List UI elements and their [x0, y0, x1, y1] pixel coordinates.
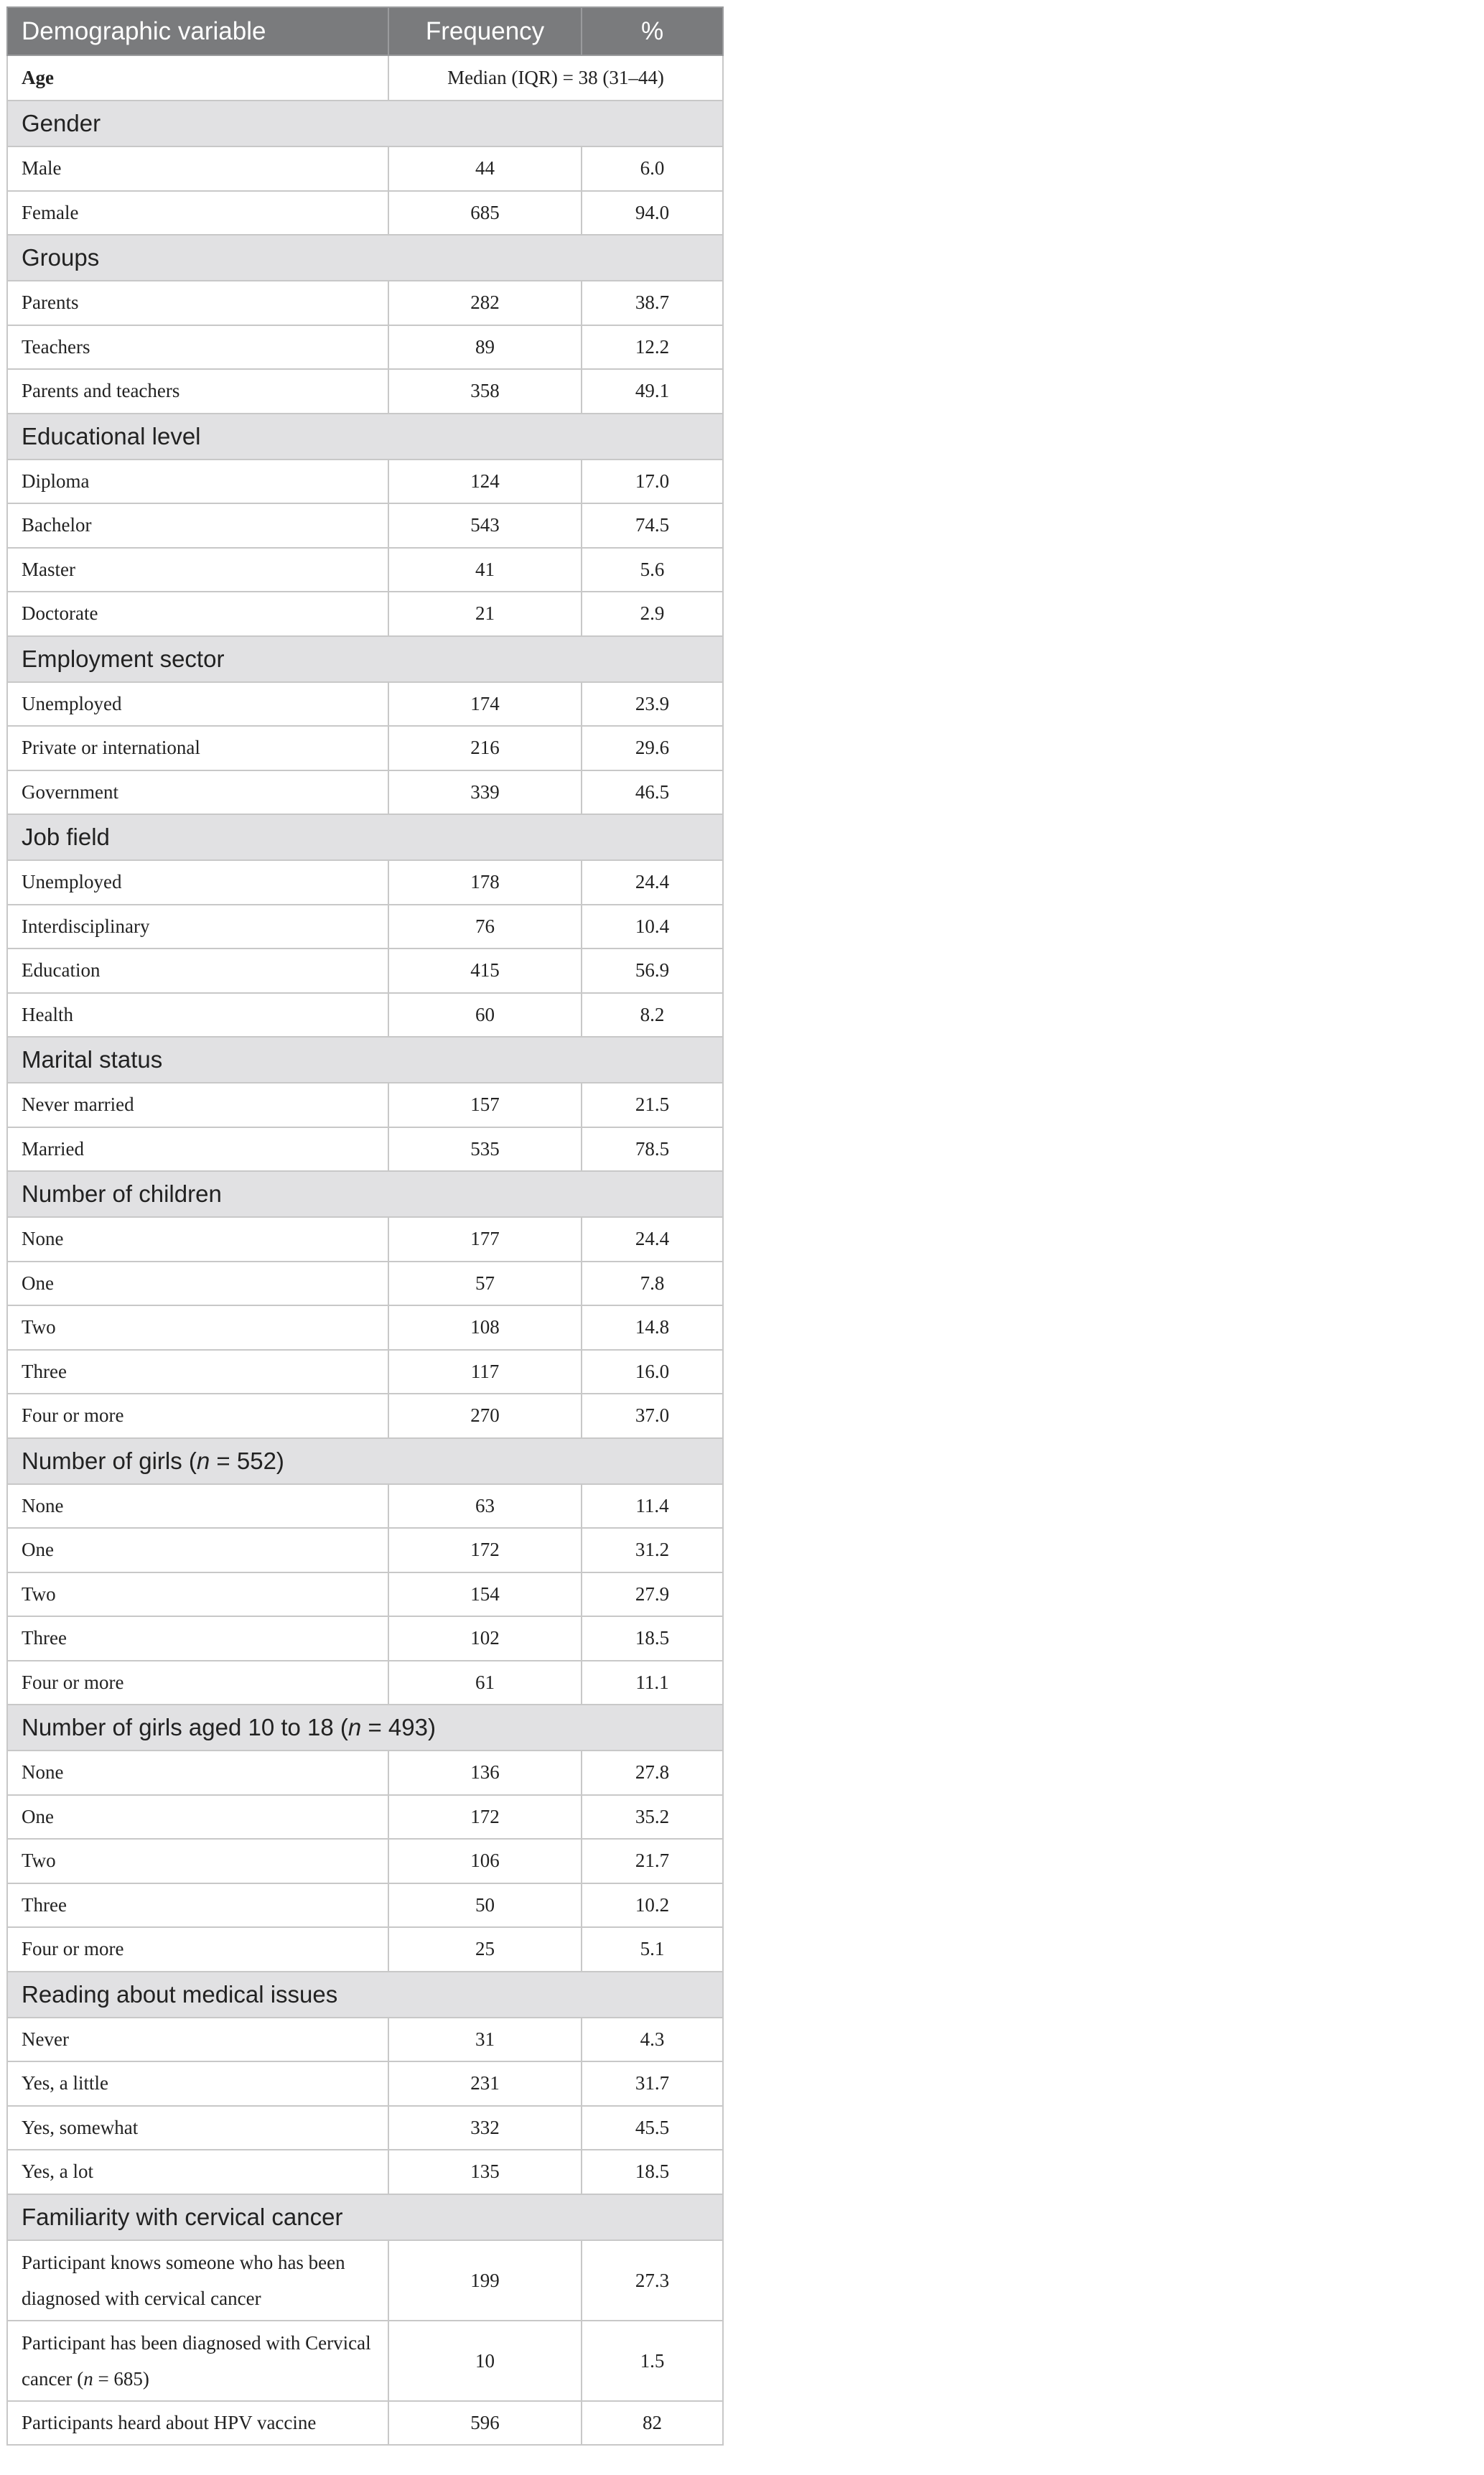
- table-row: [7, 146, 723, 191]
- row-frequency: 154: [388, 1572, 582, 1617]
- row-label: None: [7, 1484, 388, 1529]
- table-row: [7, 2401, 723, 2446]
- row-label: Married: [7, 1127, 388, 1172]
- section-title: Reading about medical issues: [7, 1972, 723, 2018]
- row-percent: 38.7: [582, 281, 723, 325]
- row-percent: 14.8: [582, 1305, 723, 1350]
- row-frequency: 76: [388, 905, 582, 949]
- row-frequency: 231: [388, 2061, 582, 2106]
- row-label: Master: [7, 548, 388, 592]
- row-label: Four or more: [7, 1661, 388, 1705]
- row-percent: 8.2: [582, 993, 723, 1038]
- row-frequency: 61: [388, 1661, 582, 1705]
- row-frequency: 44: [388, 146, 582, 191]
- table-row: [7, 682, 723, 727]
- row-label: None: [7, 1751, 388, 1795]
- row-frequency: 172: [388, 1795, 582, 1840]
- row-percent: 45.5: [582, 2106, 723, 2150]
- row-percent: 10.4: [582, 905, 723, 949]
- table-row: [7, 503, 723, 548]
- section-title: Educational level: [7, 414, 723, 460]
- section-row-number-of-children: [7, 1171, 723, 1217]
- row-label: Participants heard about HPV vaccine: [7, 2401, 388, 2446]
- row-frequency: 108: [388, 1305, 582, 1350]
- row-frequency: 199: [388, 2240, 582, 2321]
- table-row: [7, 993, 723, 1038]
- demographics-table: [6, 6, 724, 2446]
- row-label: Never married: [7, 1083, 388, 1127]
- table-row: [7, 2061, 723, 2106]
- section-title: Job field: [7, 814, 723, 860]
- row-label: Participant knows someone who has been diagnosed with cervical cancer: [7, 2240, 388, 2321]
- row-frequency: 270: [388, 1394, 582, 1438]
- row-label: Two: [7, 1305, 388, 1350]
- section-title: Number of girls aged 10 to 18 (n = 493): [7, 1705, 723, 1751]
- section-row-number-of-girls-n-552: [7, 1438, 723, 1484]
- row-percent: 35.2: [582, 1795, 723, 1840]
- row-label: Never: [7, 2018, 388, 2062]
- table-row: [7, 1661, 723, 1705]
- row-percent: 31.2: [582, 1528, 723, 1572]
- row-frequency: 358: [388, 369, 582, 414]
- row-frequency: 685: [388, 191, 582, 236]
- row-label: Government: [7, 770, 388, 815]
- row-frequency: 117: [388, 1350, 582, 1394]
- row-percent: 17.0: [582, 460, 723, 504]
- section-row-job-field: [7, 814, 723, 860]
- section-row-reading-about-medical-issues: [7, 1972, 723, 2018]
- table-row: [7, 2018, 723, 2062]
- section-row-marital-status: [7, 1037, 723, 1083]
- row-percent: 27.3: [582, 2240, 723, 2321]
- row-frequency: 106: [388, 1839, 582, 1883]
- row-label: Three: [7, 1616, 388, 1661]
- row-frequency: 102: [388, 1616, 582, 1661]
- header-demographic-variable: Demographic variable: [7, 7, 388, 55]
- row-frequency: 136: [388, 1751, 582, 1795]
- row-frequency: 50: [388, 1883, 582, 1928]
- row-percent: 10.2: [582, 1883, 723, 1928]
- table-row: [7, 1262, 723, 1306]
- table-row: [7, 281, 723, 325]
- table-row: [7, 2240, 723, 2321]
- table-header-row: [7, 7, 723, 55]
- row-percent: 11.4: [582, 1484, 723, 1529]
- row-frequency: 63: [388, 1484, 582, 1529]
- section-row-groups: [7, 235, 723, 281]
- table-row: [7, 548, 723, 592]
- section-title: Employment sector: [7, 636, 723, 682]
- table-row: [7, 2106, 723, 2150]
- row-label: Yes, a lot: [7, 2150, 388, 2194]
- row-percent: 46.5: [582, 770, 723, 815]
- row-frequency: 21: [388, 592, 582, 636]
- row-frequency: 60: [388, 993, 582, 1038]
- row-percent: 4.3: [582, 2018, 723, 2062]
- row-label: Three: [7, 1883, 388, 1928]
- row-percent: 24.4: [582, 860, 723, 905]
- row-percent: 16.0: [582, 1350, 723, 1394]
- section-title: Gender: [7, 101, 723, 146]
- row-frequency: 172: [388, 1528, 582, 1572]
- row-label: Unemployed: [7, 682, 388, 727]
- row-frequency: 41: [388, 548, 582, 592]
- table-row: [7, 1127, 723, 1172]
- row-frequency: 177: [388, 1217, 582, 1262]
- header-percent: %: [582, 7, 723, 55]
- row-percent: 74.5: [582, 503, 723, 548]
- table-row: [7, 2321, 723, 2401]
- row-label: One: [7, 1528, 388, 1572]
- section-title: Number of girls (n = 552): [7, 1438, 723, 1484]
- row-frequency: 596: [388, 2401, 582, 2446]
- row-label: One: [7, 1262, 388, 1306]
- row-frequency: 10: [388, 2321, 582, 2401]
- table-row: [7, 726, 723, 770]
- row-label: One: [7, 1795, 388, 1840]
- age-row: [7, 55, 723, 101]
- row-label: Male: [7, 146, 388, 191]
- row-percent: 2.9: [582, 592, 723, 636]
- row-frequency: 216: [388, 726, 582, 770]
- row-percent: 6.0: [582, 146, 723, 191]
- row-frequency: 25: [388, 1927, 582, 1972]
- row-percent: 56.9: [582, 948, 723, 993]
- section-title: Groups: [7, 235, 723, 281]
- row-percent: 24.4: [582, 1217, 723, 1262]
- table-row: [7, 325, 723, 370]
- row-percent: 21.5: [582, 1083, 723, 1127]
- table-row: [7, 1305, 723, 1350]
- row-percent: 12.2: [582, 325, 723, 370]
- row-percent: 21.7: [582, 1839, 723, 1883]
- row-frequency: 124: [388, 460, 582, 504]
- row-percent: 94.0: [582, 191, 723, 236]
- table-row: [7, 1616, 723, 1661]
- row-label: Parents and teachers: [7, 369, 388, 414]
- table-row: [7, 1394, 723, 1438]
- header-frequency: Frequency: [388, 7, 582, 55]
- table-row: [7, 2150, 723, 2194]
- table-row: [7, 905, 723, 949]
- table-row: [7, 770, 723, 815]
- table-row: [7, 1350, 723, 1394]
- row-label: Participant has been diagnosed with Cervical cancer (n = 685): [7, 2321, 388, 2401]
- row-frequency: 332: [388, 2106, 582, 2150]
- row-frequency: 339: [388, 770, 582, 815]
- row-label: Yes, somewhat: [7, 2106, 388, 2150]
- table-row: [7, 1751, 723, 1795]
- row-label: Four or more: [7, 1927, 388, 1972]
- row-frequency: 89: [388, 325, 582, 370]
- table-body: [7, 55, 723, 2445]
- row-frequency: 415: [388, 948, 582, 993]
- row-label: Four or more: [7, 1394, 388, 1438]
- row-percent: 7.8: [582, 1262, 723, 1306]
- section-row-number-of-girls-aged-10-to-18-n-493: [7, 1705, 723, 1751]
- table-row: [7, 1795, 723, 1840]
- row-label: Parents: [7, 281, 388, 325]
- row-label: None: [7, 1217, 388, 1262]
- section-row-educational-level: [7, 414, 723, 460]
- table-row: [7, 1528, 723, 1572]
- row-percent: 78.5: [582, 1127, 723, 1172]
- row-percent: 27.9: [582, 1572, 723, 1617]
- row-label: Bachelor: [7, 503, 388, 548]
- row-label: Yes, a little: [7, 2061, 388, 2106]
- row-frequency: 543: [388, 503, 582, 548]
- section-row-gender: [7, 101, 723, 146]
- table-row: [7, 1217, 723, 1262]
- row-percent: 18.5: [582, 1616, 723, 1661]
- table-row: [7, 592, 723, 636]
- row-label: Teachers: [7, 325, 388, 370]
- table-row: [7, 1484, 723, 1529]
- row-percent: 82: [582, 2401, 723, 2446]
- table-row: [7, 1927, 723, 1972]
- row-percent: 29.6: [582, 726, 723, 770]
- table-row: [7, 1883, 723, 1928]
- section-title: Familiarity with cervical cancer: [7, 2194, 723, 2240]
- table-row: [7, 460, 723, 504]
- row-frequency: 178: [388, 860, 582, 905]
- age-label: Age: [7, 55, 388, 101]
- row-percent: 1.5: [582, 2321, 723, 2401]
- table-row: [7, 1572, 723, 1617]
- row-percent: 11.1: [582, 1661, 723, 1705]
- row-label: Female: [7, 191, 388, 236]
- row-percent: 31.7: [582, 2061, 723, 2106]
- row-frequency: 57: [388, 1262, 582, 1306]
- row-percent: 18.5: [582, 2150, 723, 2194]
- row-percent: 27.8: [582, 1751, 723, 1795]
- section-row-employment-sector: [7, 636, 723, 682]
- row-label: Two: [7, 1839, 388, 1883]
- row-label: Doctorate: [7, 592, 388, 636]
- table-row: [7, 191, 723, 236]
- row-percent: 5.1: [582, 1927, 723, 1972]
- row-percent: 49.1: [582, 369, 723, 414]
- row-label: Education: [7, 948, 388, 993]
- table-row: [7, 369, 723, 414]
- row-label: Interdisciplinary: [7, 905, 388, 949]
- row-label: Two: [7, 1572, 388, 1617]
- row-label: Unemployed: [7, 860, 388, 905]
- row-label: Private or international: [7, 726, 388, 770]
- table-row: [7, 860, 723, 905]
- row-frequency: 535: [388, 1127, 582, 1172]
- table-row: [7, 1083, 723, 1127]
- row-frequency: 174: [388, 682, 582, 727]
- row-label: Health: [7, 993, 388, 1038]
- row-percent: 5.6: [582, 548, 723, 592]
- row-label: Three: [7, 1350, 388, 1394]
- row-frequency: 31: [388, 2018, 582, 2062]
- row-frequency: 157: [388, 1083, 582, 1127]
- row-percent: 23.9: [582, 682, 723, 727]
- section-title: Number of children: [7, 1171, 723, 1217]
- row-percent: 37.0: [582, 1394, 723, 1438]
- table-row: [7, 1839, 723, 1883]
- age-median-value: Median (IQR) = 38 (31–44): [388, 55, 723, 101]
- row-label: Diploma: [7, 460, 388, 504]
- row-frequency: 135: [388, 2150, 582, 2194]
- table-row: [7, 948, 723, 993]
- row-frequency: 282: [388, 281, 582, 325]
- section-row-familiarity-with-cervical-cancer: [7, 2194, 723, 2240]
- section-title: Marital status: [7, 1037, 723, 1083]
